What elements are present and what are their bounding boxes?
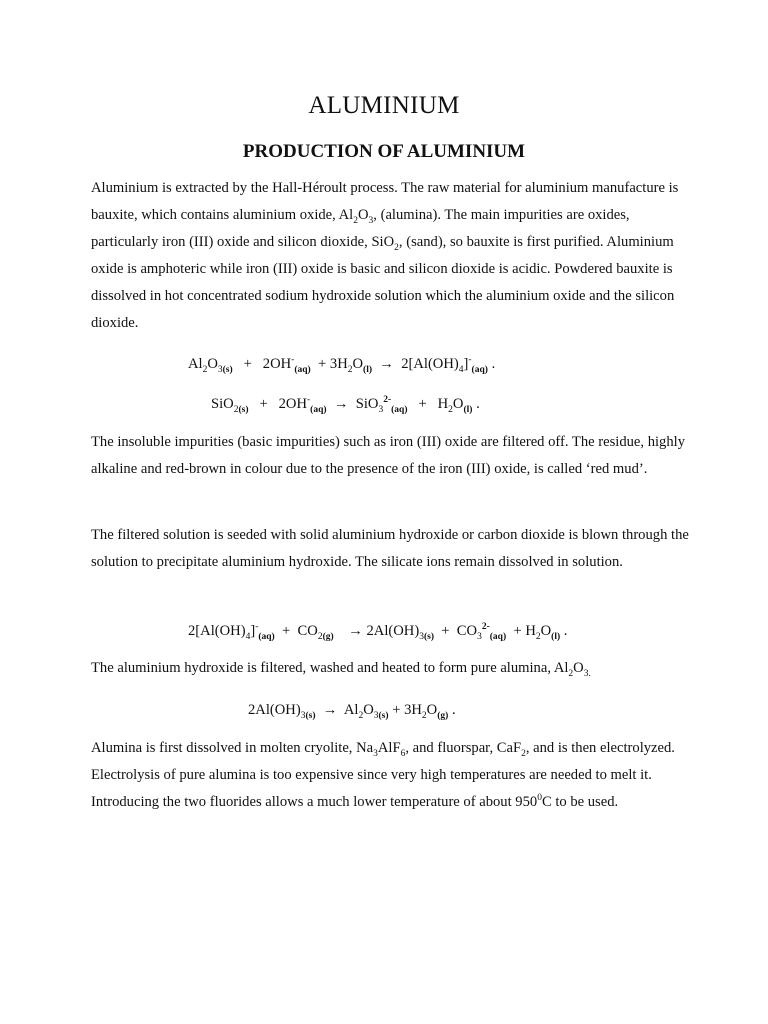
paragraph-red-mud: The insoluble impurities (basic impurities) such as iron (III) oxide are filtered off. The residue, highly alkaline and red-brown in colour due to the presence of the iron (III) oxide, is called ‘red mud’. [91,434,685,477]
paragraph-alumina: The aluminium hydroxide is filtered, washed and heated to form pure alumina, $Al_2O_{3.}$ [91,660,591,679]
equation-2: $SiO_{2(s)} + 2OH^-_{(aq)} \to SiO_3^{2-}_{(aq)} + H_2O_{(l)}$ . [211,395,480,415]
section-heading: PRODUCTION OF ALUMINIUM [242,141,526,162]
page-title: ALUMINIUM [308,92,460,119]
paragraph-precipitation: The filtered solution is seeded with solid aluminium hydroxide or carbon dioxide is blown through the solution to precipitate aluminium hydroxide. The silicate ions remain dissolved in solution. [91,527,689,570]
paragraph-electrolysis: Alumina is first dissolved in molten cryolite, $Na_3AlF_6$, and fluorspar, CaF$_2$, and is then electrolyzed. Electrolysis of pure alumina is too expensive since very high temperatures are needed to melt it. Introducing the two fluorides allows a much lower temperature of about $950^0C$ to be used. [91,740,675,810]
paragraph-intro: Aluminium is extracted by the Hall-Héroult process. The raw material for aluminium manufacture is bauxite, which contains aluminium oxide, $Al_2O_3$, (alumina). The main impurities are oxides, particularly iron (III) oxide and silicon dioxide, SiO$_2$, (sand), so bauxite is first purified. Aluminium oxide is amphoteric while iron (III) oxide is basic and silicon dioxide is acidic. Powdered bauxite is dissolved in hot concentrated sodium hydroxide solution which the aluminium oxide and the silicon dioxide. [91,180,679,331]
equation-1: $Al_2O_{3(s)} + 2OH^-_{(aq)} + 3H_2O_{(l)} \to 2[Al(OH)_4]^-_{(aq)}$ . [188,355,496,375]
equation-3: $2[Al(OH)_4]^-_{(aq)} + CO_{2(g)}$ → $2Al(OH)_{3(s)} + CO_3^{2-}_{(aq)} + H_2O_{(l)}$ . [188,622,568,642]
equation-4: $2Al(OH)_{3(s)} \to Al_2O_{3(s)} + 3H_2O_{(g)}$ . [248,702,456,721]
